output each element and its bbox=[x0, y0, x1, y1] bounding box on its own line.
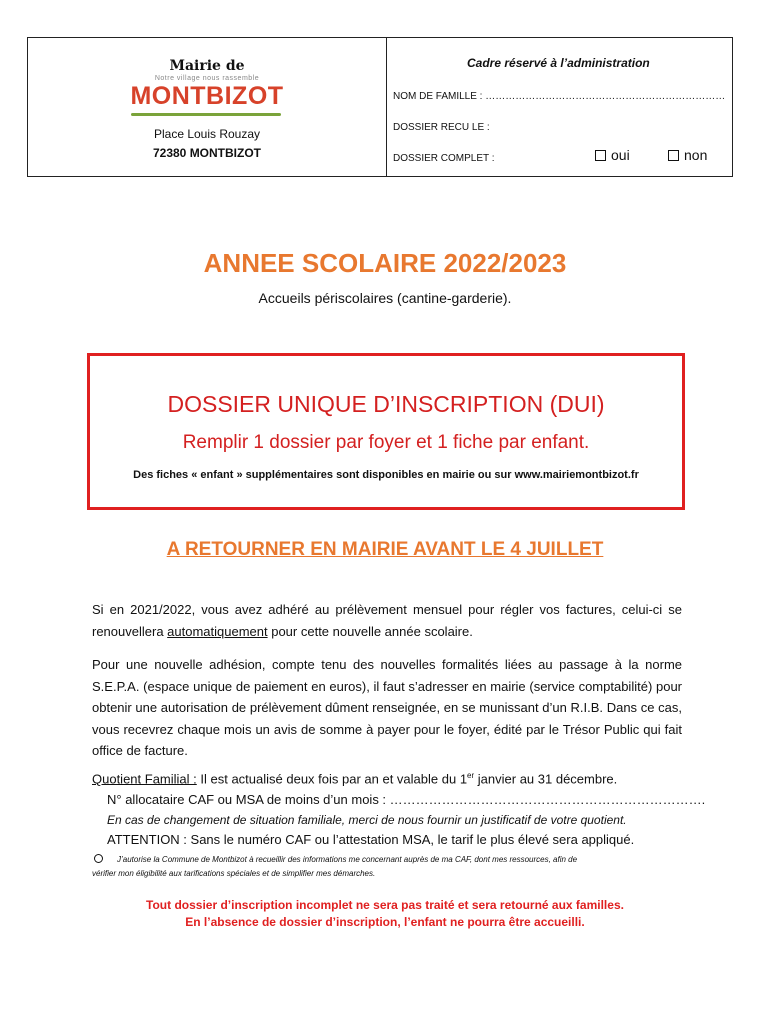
dui-subtitle: Remplir 1 dossier par foyer et 1 fiche par enfant. bbox=[182, 432, 590, 453]
return-deadline bbox=[0, 539, 770, 561]
dossier-complet-label: DOSSIER COMPLET : bbox=[393, 153, 495, 164]
checkbox-icon bbox=[668, 150, 679, 161]
oui-checkbox[interactable] bbox=[595, 147, 630, 163]
quotient-text-before: Il est actualisé deux fois par an et valable du 1 bbox=[196, 771, 468, 787]
mairie-de-label: Mairie de bbox=[169, 58, 245, 74]
dui-note: Des fiches « enfant » supplémentaires sont disponibles en mairie ou sur www.mairiemontbizot.fr bbox=[133, 469, 639, 481]
return-deadline-text: A RETOURNER EN MAIRIE AVANT LE 4 JUILLET bbox=[166, 539, 604, 560]
caf-number-field: N° allocataire CAF ou MSA de moins d’un mois : ………………………………………………………………. bbox=[107, 792, 706, 807]
address-city: 72380 MONTBIZOT bbox=[152, 146, 262, 160]
para1-after: pour cette nouvelle année scolaire. bbox=[267, 623, 473, 639]
oui-label: oui bbox=[611, 147, 630, 163]
sepa-paragraph: Pour une nouvelle adhésion, compte tenu des nouvelles formalités liées au passage à la norme S.E.P.A. (espace unique de paiement en euros), il faut s’adresser en mairie (service comptabilité) pour obtenir une autorisation de prélèvement dûment renseignée, en se munissant d’un R.I.B. Dans ce cas, vous recevrez chaque mois un avis de somme à payer pour le foyer, édité par le Trésor Public qui fait office de facture. bbox=[92, 657, 682, 758]
para1-before: Si en 2021/2022, vous avez adhéré au prélèvement mensuel pour régler vos factures, celui-ci se renouvellera bbox=[92, 602, 682, 639]
header-box bbox=[27, 37, 733, 177]
checkbox-icon bbox=[595, 150, 606, 161]
admin-title: Cadre réservé à l’administration bbox=[467, 56, 650, 70]
quotient-label: Quotient Familial : bbox=[92, 771, 197, 787]
attention-note: ATTENTION : Sans le numéro CAF ou l’attestation MSA, le tarif le plus élevé sera appliqué. bbox=[107, 832, 635, 847]
quotient-text-after: janvier au 31 décembre. bbox=[474, 771, 618, 787]
absence-warning: En l’absence de dossier d’inscription, l’enfant ne pourra être accueilli. bbox=[185, 915, 585, 929]
address-street: Place Louis Rouzay bbox=[153, 127, 261, 141]
authorization-line bbox=[94, 854, 577, 864]
dui-box bbox=[87, 353, 685, 510]
para1-underlined: automatiquement bbox=[167, 623, 268, 639]
authorization-text-2: vérifier mon éligibilité aux tarifications spéciales et de simplifier mes démarches. bbox=[92, 869, 376, 878]
mairie-block bbox=[28, 38, 387, 176]
non-label: non bbox=[684, 147, 708, 163]
logo-ground-stripe bbox=[131, 113, 281, 116]
montbizot-logo: MONTBIZOT bbox=[130, 82, 284, 110]
quotient-line bbox=[92, 771, 617, 786]
dui-title: DOSSIER UNIQUE D’INSCRIPTION (DUI) bbox=[167, 391, 605, 417]
change-situation-note: En cas de changement de situation familiale, merci de nous fournir un justificatif de votre quotient. bbox=[107, 813, 627, 827]
dossier-recu-field: DOSSIER RECU LE : bbox=[393, 122, 490, 133]
prelevement-paragraph bbox=[92, 599, 682, 642]
nom-famille-field: NOM DE FAMILLE : ……………………………………………………………… bbox=[393, 91, 726, 102]
authorization-bullet-icon[interactable] bbox=[94, 854, 103, 863]
incomplete-warning: Tout dossier d’inscription incomplet ne sera pas traité et sera retourné aux familles. bbox=[146, 898, 624, 912]
non-checkbox[interactable] bbox=[668, 147, 707, 163]
page-title: ANNEE SCOLAIRE 2022/2023 bbox=[203, 248, 567, 278]
quotient-sup: er bbox=[467, 771, 475, 780]
logo-tagline: Notre village nous rassemble bbox=[154, 75, 260, 82]
authorization-text-1: J’autorise la Commune de Montbizot à recueillir des informations me concernant auprès de ma CAF, dont mes ressources, afin de bbox=[117, 855, 578, 864]
page-subtitle: Accueils périscolaires (cantine-garderie). bbox=[258, 290, 512, 306]
